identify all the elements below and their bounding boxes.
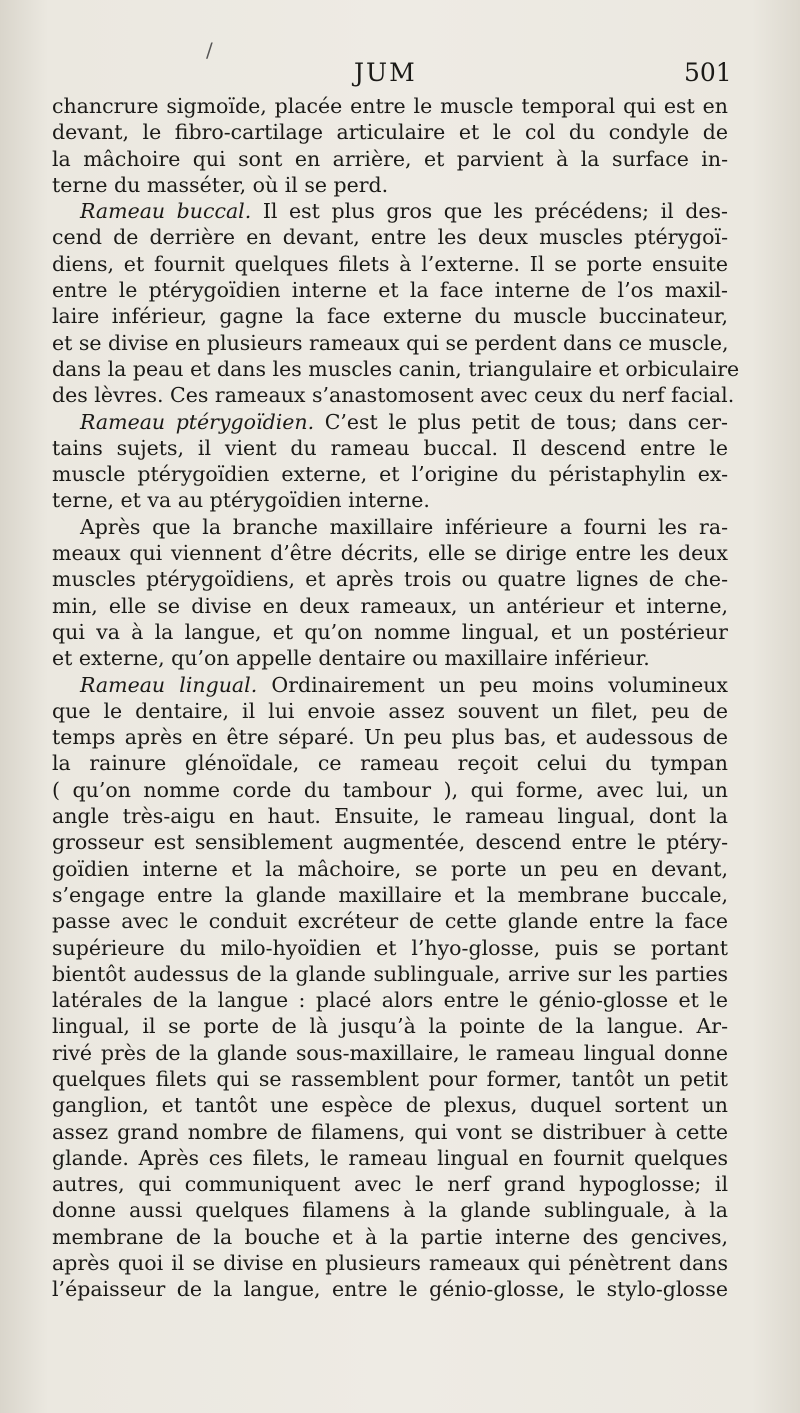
line-text: glande. Après ces filets, le rameau lingual en fournit quelques bbox=[52, 1145, 728, 1170]
text-line bbox=[52, 1145, 728, 1171]
text-line bbox=[52, 645, 728, 671]
text-line bbox=[52, 251, 728, 277]
running-head bbox=[0, 58, 800, 92]
line-text: Après que la branche maxillaire inférieure a fourni les ra- bbox=[80, 514, 728, 539]
text-line bbox=[52, 172, 728, 198]
line-text: grosseur est sensiblement augmentée, descend entre le ptéry- bbox=[52, 830, 728, 855]
text-line bbox=[52, 829, 728, 855]
text-line bbox=[52, 224, 728, 250]
line-text: muscles ptérygoïdiens, et après trois ou quatre lignes de che- bbox=[52, 567, 728, 592]
line-text: des lèvres. Ces rameaux s’anastomosent avec ceux du nerf facial. bbox=[52, 383, 735, 408]
line-text: dans la peau et dans les muscles canin, triangulaire et orbiculaire bbox=[52, 356, 740, 381]
text-line bbox=[52, 1119, 728, 1145]
line-text: après quoi il se divise en plusieurs rameaux qui pénètrent dans bbox=[52, 1251, 728, 1276]
page-header-title: JUM bbox=[354, 58, 417, 87]
text-line bbox=[52, 1250, 728, 1276]
text-line bbox=[52, 566, 728, 592]
line-text: entre le ptérygoïdien interne et la face interne de l’os maxil- bbox=[52, 278, 728, 303]
line-text: angle très-aigu en haut. Ensuite, le rameau lingual, dont la bbox=[52, 804, 728, 829]
line-text: et externe, qu’on appelle dentaire ou maxillaire inférieur. bbox=[52, 646, 650, 671]
text-line bbox=[52, 856, 728, 882]
text-line bbox=[52, 93, 728, 119]
line-text: ganglion, et tantôt une espèce de plexus, duquel sortent un bbox=[52, 1093, 728, 1118]
line-text: autres, qui communiquent avec le nerf grand hypoglosse; il bbox=[52, 1172, 728, 1197]
text-line bbox=[52, 330, 728, 356]
text-line bbox=[52, 514, 728, 540]
text-line bbox=[52, 1092, 728, 1118]
line-text: et se divise en plusieurs rameaux qui se perdent dans ce muscle, bbox=[52, 330, 729, 355]
section-heading: Rameau buccal. bbox=[80, 199, 252, 224]
text-line bbox=[52, 435, 728, 461]
line-text: rivé près de la glande sous-maxillaire, le rameau lingual donne bbox=[52, 1040, 728, 1065]
page-number: 501 bbox=[684, 58, 732, 87]
text-line bbox=[52, 1040, 728, 1066]
text-line bbox=[52, 593, 728, 619]
line-text: Ordinairement un peu moins volumineux bbox=[257, 672, 728, 697]
line-text: que le dentaire, il lui envoie assez souvent un filet, peu de bbox=[52, 698, 728, 723]
text-line bbox=[52, 777, 728, 803]
line-text: s’engage entre la glande maxillaire et la membrane buccale, bbox=[52, 882, 728, 907]
line-text: la rainure glénoïdale, ce rameau reçoit celui du tympan bbox=[52, 751, 728, 776]
text-line bbox=[52, 1171, 728, 1197]
text-line bbox=[52, 382, 735, 408]
text-line bbox=[52, 487, 728, 513]
line-text: lingual, il se porte de là jusqu’à la pointe de la langue. Ar- bbox=[52, 1014, 728, 1039]
line-text: la mâchoire qui sont en arrière, et parvient à la surface in- bbox=[52, 146, 728, 171]
line-text: chancrure sigmoïde, placée entre le muscle temporal qui est en bbox=[52, 94, 728, 118]
line-text: C’est le plus petit de tous; dans cer- bbox=[314, 409, 728, 434]
line-text: diens, et fournit quelques filets à l’externe. Il se porte ensuite bbox=[52, 251, 728, 276]
text-line bbox=[52, 461, 728, 487]
line-text: passe avec le conduit excréteur de cette glande entre la face bbox=[52, 909, 728, 934]
line-text: quelques filets qui se rassemblent pour former, tantôt un petit bbox=[52, 1066, 728, 1091]
line-text: tains sujets, il vient du rameau buccal. Il descend entre le bbox=[52, 435, 728, 460]
line-text: l’épaisseur de la langue, entre le génio-glosse, le stylo-glosse bbox=[52, 1277, 728, 1302]
text-line bbox=[52, 119, 728, 145]
line-text: supérieure du milo-hyoïdien et l’hyo-glosse, puis se portant bbox=[52, 935, 728, 960]
margin-mark: / bbox=[206, 38, 213, 62]
line-text: ( qu’on nomme corde du tambour ), qui forme, avec lui, un bbox=[52, 777, 728, 802]
text-line bbox=[52, 698, 728, 724]
line-text: devant, le fibro-cartilage articulaire et le col du condyle de bbox=[52, 120, 728, 145]
line-text: qui va à la langue, et qu’on nomme lingual, et un postérieur bbox=[52, 619, 728, 644]
line-text: meaux qui viennent d’être décrits, elle se dirige entre les deux bbox=[52, 541, 728, 566]
line-text: donne aussi quelques filamens à la glande sublinguale, à la bbox=[52, 1198, 728, 1223]
text-line bbox=[52, 1276, 728, 1302]
text-line bbox=[52, 303, 728, 329]
text-line bbox=[52, 935, 728, 961]
line-text: min, elle se divise en deux rameaux, un antérieur et interne, bbox=[52, 593, 728, 618]
text-line bbox=[52, 987, 728, 1013]
line-text: membrane de la bouche et à la partie interne des gencives, bbox=[52, 1224, 728, 1249]
text-line bbox=[52, 961, 728, 987]
line-text: terne du masséter, où il se perd. bbox=[52, 172, 389, 197]
text-line bbox=[52, 882, 728, 908]
line-text: goïdien interne et la mâchoire, se porte un peu en devant, bbox=[52, 856, 728, 881]
text-line bbox=[52, 1066, 728, 1092]
text-line bbox=[52, 356, 740, 382]
text-body bbox=[52, 93, 740, 1303]
text-line bbox=[52, 619, 728, 645]
text-line bbox=[52, 198, 728, 224]
text-line bbox=[52, 277, 728, 303]
section-heading: Rameau lingual. bbox=[80, 672, 258, 697]
line-text: cend de derrière en devant, entre les deux muscles ptérygoï- bbox=[52, 225, 728, 250]
text-line bbox=[52, 1197, 728, 1223]
text-line bbox=[52, 908, 728, 934]
text-line bbox=[52, 409, 728, 435]
line-text: Il est plus gros que les précédens; il des- bbox=[251, 199, 728, 224]
line-text: bientôt audessus de la glande sublinguale, arrive sur les parties bbox=[52, 961, 728, 986]
line-text: laire inférieur, gagne la face externe du muscle buccinateur, bbox=[52, 304, 728, 329]
line-text: latérales de la langue : placé alors entre le génio-glosse et le bbox=[52, 988, 728, 1013]
line-text: temps après en être séparé. Un peu plus bas, et audessous de bbox=[52, 725, 728, 750]
line-text: assez grand nombre de filamens, qui vont se distribuer à cette bbox=[52, 1119, 728, 1144]
text-line bbox=[52, 1013, 728, 1039]
text-line bbox=[52, 146, 728, 172]
text-line bbox=[52, 724, 728, 750]
text-line bbox=[52, 803, 728, 829]
section-heading: Rameau ptérygoïdien. bbox=[80, 409, 315, 434]
text-line bbox=[52, 672, 728, 698]
text-line bbox=[52, 1224, 728, 1250]
text-line bbox=[52, 540, 728, 566]
line-text: terne, et va au ptérygoïdien interne. bbox=[52, 488, 430, 513]
line-text: muscle ptérygoïdien externe, et l’origine du péristaphylin ex- bbox=[52, 462, 728, 487]
text-line bbox=[52, 750, 728, 776]
